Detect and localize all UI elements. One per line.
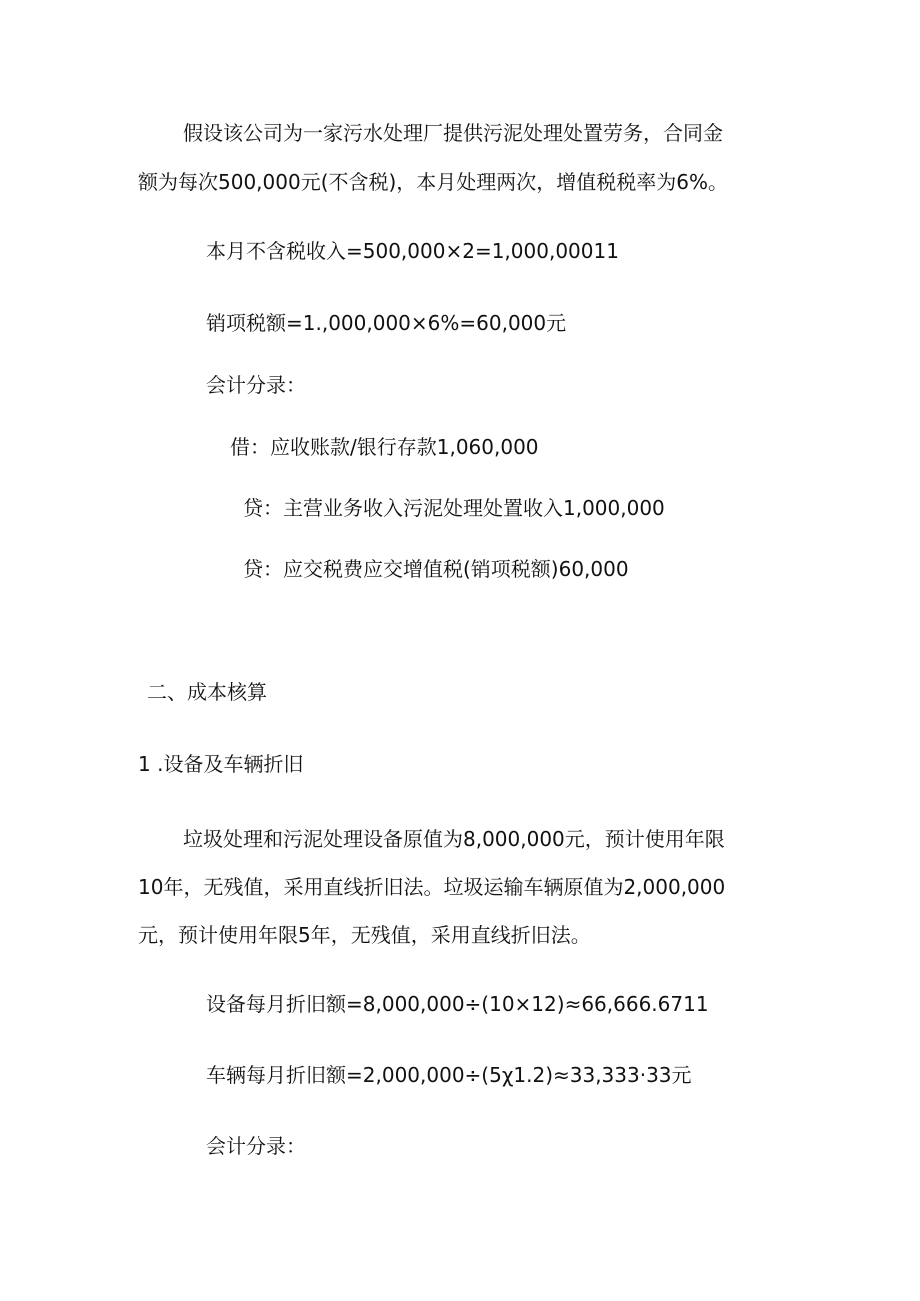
depreciation-para-line-2: 10年，无残值，采用直线折旧法。垃圾运输车辆原值为2,000,000 (138, 875, 726, 899)
depreciation-para-line-1: 垃圾处理和污泥处理设备原值为8,000,000元，预计使用年限 (183, 827, 725, 851)
accounting-entry-label-2: 会计分录： (206, 1134, 306, 1158)
intro-line-1: 假设该公司为一家污水处理厂提供污泥处理处置劳务，合同金 (183, 121, 723, 145)
credit-entry-vat: 贷：应交税费应交增值税(销项税额)60,000 (243, 557, 629, 581)
vehicle-depreciation-formula: 车辆每月折旧额=2,000,000÷(5χ1.2)≈33,333·33元 (206, 1063, 692, 1087)
debit-entry: 借：应收账款/银行存款1,060,000 (230, 435, 539, 459)
depreciation-para-line-3: 元，预计使用年限5年，无残值，采用直线折旧法。 (138, 923, 591, 947)
accounting-entry-label: 会计分录： (206, 373, 306, 397)
subsection-heading: 1 .设备及车辆折旧 (138, 752, 304, 776)
intro-line-2: 额为每次500,000元(不含税)，本月处理两次，增值税税率为6%。 (138, 170, 729, 194)
equipment-depreciation-formula: 设备每月折旧额=8,000,000÷(10×12)≈66,666.6711 (206, 992, 709, 1016)
revenue-formula: 本月不含税收入=500,000×2=1,000,00011 (206, 239, 619, 263)
section-heading: 二、成本核算 (147, 680, 267, 704)
credit-entry-revenue: 贷：主营业务收入污泥处理处置收入1,000,000 (243, 496, 665, 520)
output-tax-formula: 销项税额=1.,000,000×6%=60,000元 (206, 311, 567, 335)
